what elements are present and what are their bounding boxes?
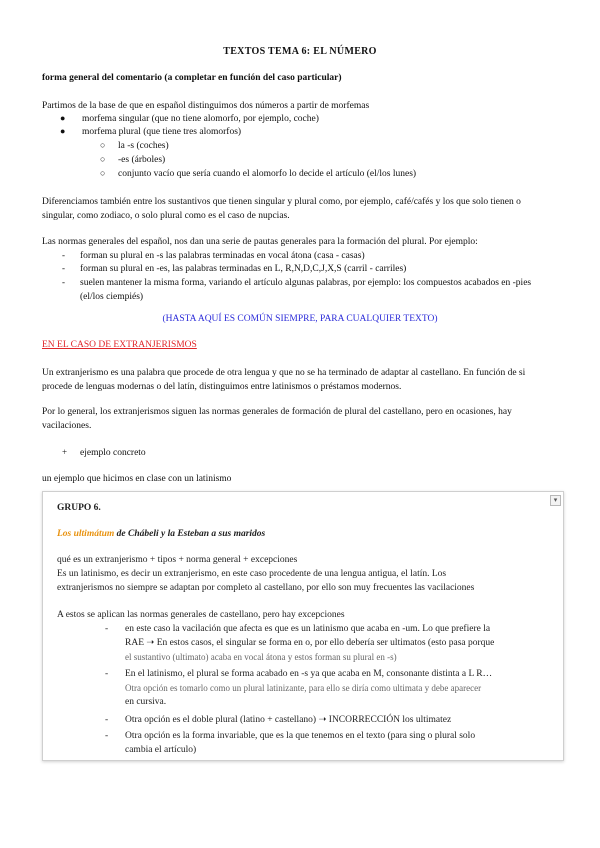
list-item: suelen mantener la misma forma, variando el artículo algunas palabras, por ejemplo: los compuestos acabados en -pies xyxy=(80,278,532,288)
snippet-item-line: En el latinismo, el plural se forma acabado en -s ya que acaba en M, consonante distinta a L R… xyxy=(125,669,493,679)
snippet-line: qué es un extranjerismo + tipos + norma general + excepciones xyxy=(57,555,298,565)
intro-text: Partimos de la base de que en español distinguimos dos números a partir de morfemas xyxy=(42,101,370,111)
snippet-item-line: Otra opción es la forma invariable, que es la que tenemos en el texto (para sing o plural solo xyxy=(125,731,476,741)
dash-bullet-icon: - xyxy=(62,263,65,273)
circle-bullet-icon: ○ xyxy=(100,154,106,164)
heading-rest: de Chábeli y la Esteban a sus maridos xyxy=(114,529,266,539)
dropdown-arrow-icon[interactable]: ▾ xyxy=(550,495,561,506)
list-item: forman su plural en -s las palabras terminadas en vocal átona (casa - casas) xyxy=(80,251,365,261)
paragraph-line: Un extranjerismo es una palabra que procede de otra lengua y que no se ha terminado de adaptar al castellano. En función de si xyxy=(42,368,526,378)
paragraph-line: Por lo general, los extranjerismos siguen las normas generales de formación de plural del castellano, pero en ocasiones, hay xyxy=(42,407,512,417)
circle-bullet-icon: ○ xyxy=(100,168,106,178)
list-item: -es (árboles) xyxy=(118,155,166,165)
snippet-line: Es un latinismo, es decir un extranjerismo, en este caso procedente de una lengua antigua, el latín. Los xyxy=(57,569,447,579)
dash-bullet-icon: - xyxy=(105,669,109,679)
snippet-item-line: cambia el artículo) xyxy=(125,745,197,755)
snippet-item-line: Otra opción es tomarlo como un plural latinizante, para ello se diría como ultimata y debe aparecer xyxy=(125,683,482,693)
paragraph-line: Diferenciamos también entre los sustantivos que tienen singular y plural como, por ejemplo, café/cafés y los que solo tienen o xyxy=(42,197,521,207)
heading-orange: Los ultimátum xyxy=(57,529,115,539)
list-item: morfema plural (que tiene tres alomorfos) xyxy=(82,127,242,137)
dash-bullet-icon: - xyxy=(105,731,109,741)
paragraph-line: singular, como zodiaco, o solo plural como es el caso de nupcias. xyxy=(42,211,290,221)
snippet-line: extranjerismos no siempre se adaptan por completo al castellano, por ello son muy frecuentes las vacilaciones xyxy=(57,583,475,593)
bullet-icon: ● xyxy=(60,113,66,123)
list-item: morfema singular (que no tiene alomorfo, por ejemplo, coche) xyxy=(82,114,319,124)
example-intro: un ejemplo que hicimos en clase con un latinismo xyxy=(42,474,232,484)
dash-bullet-icon: - xyxy=(105,624,109,634)
dash-bullet-icon: - xyxy=(62,277,65,287)
list-item: forman su plural en -es, las palabras terminadas en L, R,N,D,C,J,X,S (carril - carriles) xyxy=(80,264,407,274)
circle-bullet-icon: ○ xyxy=(100,140,106,150)
list-item-continued: (el/los ciempiés) xyxy=(80,292,144,302)
paragraph-line: vacilaciones. xyxy=(42,421,92,431)
page-title: TEXTOS TEMA 6: EL NÚMERO xyxy=(223,46,377,57)
snippet-item-line: el sustantivo (ultimato) acaba en vocal átona y estos forman su plural en -s) xyxy=(125,652,397,662)
plus-bullet-icon: + xyxy=(62,447,68,457)
snippet-line: A estos se aplican las normas generales de castellano, pero hay excepciones xyxy=(57,610,345,620)
bullet-icon: ● xyxy=(60,126,66,136)
normas-intro: Las normas generales del español, nos dan una serie de pautas generales para la formación del plural. Por ejemplo: xyxy=(42,237,478,247)
section-heading: EN EL CASO DE EXTRANJERISMOS xyxy=(42,340,197,350)
list-item: conjunto vacío que sería cuando el alomorfo lo decide el artículo (el/los lunes) xyxy=(118,169,417,179)
dash-bullet-icon: - xyxy=(105,715,109,725)
snippet-item-line: RAE ➝ En estos casos, el singular se forma en o, por ello debería ser ultimatos (esto pasa porque xyxy=(125,638,495,648)
embedded-screenshot xyxy=(42,491,564,761)
group-title: GRUPO 6. xyxy=(57,503,101,513)
subtitle: forma general del comentario (a completar en función del caso particular) xyxy=(42,73,342,83)
snippet-item-line: en este caso la vacilación que afecta es que es un latinismo que acaba en -um. Lo que prefiere la xyxy=(125,624,491,634)
list-item: la -s (coches) xyxy=(118,141,169,151)
snippet-heading xyxy=(57,528,265,540)
list-item: ejemplo concreto xyxy=(80,448,146,458)
common-note: (HASTA AQUÍ ES COMÚN SIEMPRE, PARA CUALQUIER TEXTO) xyxy=(162,314,438,324)
snippet-item-line: en cursiva. xyxy=(125,697,167,707)
snippet-item-line: Otra opción es el doble plural (latino + castellano) ➝ INCORRECCIÓN los ultimatez xyxy=(125,715,452,725)
paragraph-line: procede de lenguas modernas o del latín, distinguimos entre latinismos o préstamos modernos. xyxy=(42,382,402,392)
dash-bullet-icon: - xyxy=(62,250,65,260)
